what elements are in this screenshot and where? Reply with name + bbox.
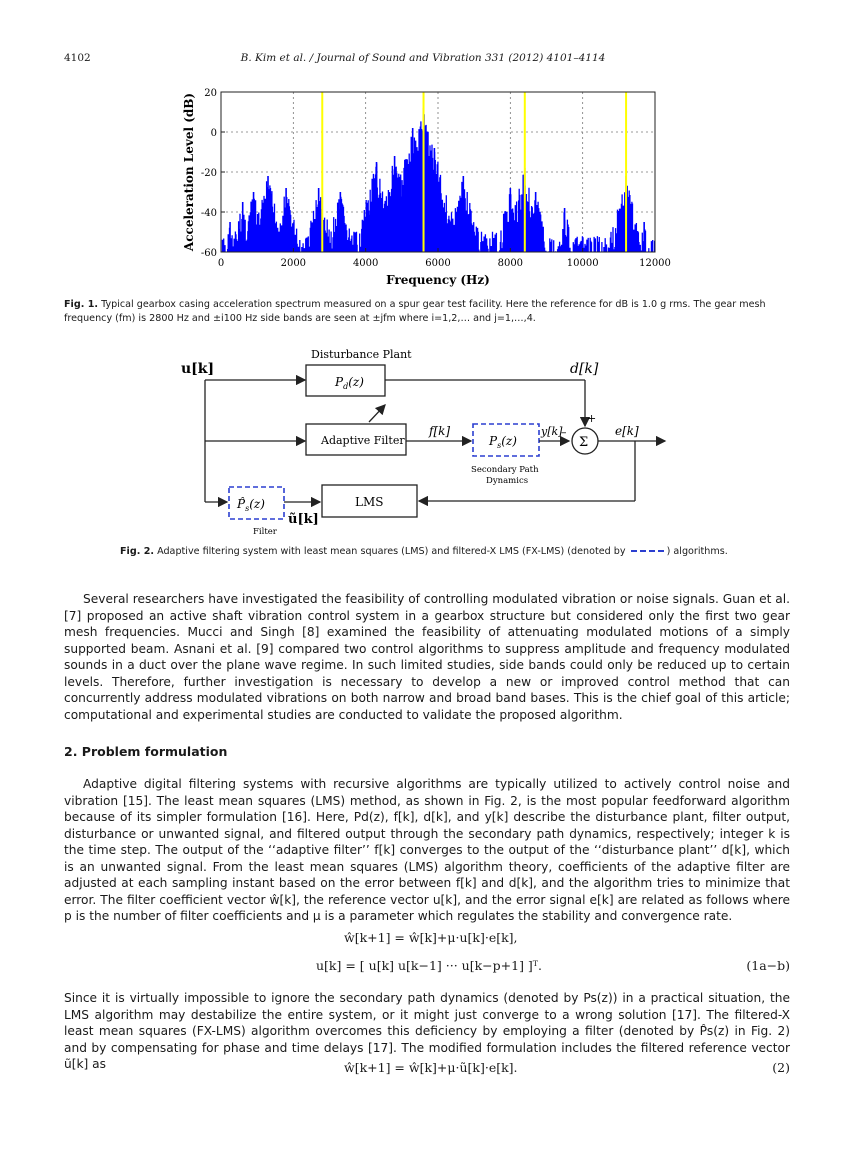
paragraph-3: Since it is virtually impossible to ignore the secondary path dynamics (denoted by Ps(z)) in a practical situation, the LMS algorithm may destabilize the entire system, or it might just converge to a wrong solution [17]. The filtered-X least mean squares (FX-LMS) algorithm overcomes this deficiency by employing a filter (denoted by P̂s(z) in Fig. 2) and by compensating for phase and time delays [17]. The modified formulation includes the filtered reference vector ũ[k] as — [64, 991, 790, 1071]
y-tick-label: 20 — [204, 88, 217, 99]
y-tick-label: 0 — [210, 128, 217, 139]
y-tick-label: -60 — [200, 248, 217, 259]
figure-1-caption — [64, 298, 790, 326]
x-axis-label: Frequency (Hz) — [386, 273, 490, 287]
x-tick-label: 2000 — [280, 258, 307, 269]
paragraph-1: Several researchers have investigated the feasibility of controlling modulated vibration or noise signals. Guan et al. [7] proposed an active shaft vibration control system in a gearbox structure but considered only the first two gear mesh frequencies. Mucci and Singh [8] examined the feasibility of attenuating modulated motions of a simply supported beam. Asnani et al. [9] compared two control algorithms to suppress amplitude and frequency modulated sounds in a duct over the plane wave regime. In such limited studies, side bands could only be reduced up to certain levels. Therefore, further investigation is necessary to develop a new or improved control method that can concurrently address modulated vibrations on both narrow and broad band bases. This is the chief goal of this article; computational and experimental studies are conducted to validate the proposed algorithm. — [64, 592, 790, 722]
secondary-path-title-2: Dynamics — [486, 476, 529, 486]
sum-symbol: Σ — [579, 435, 589, 450]
equation-2: ŵ[k+1] = ŵ[k]+μ·ũ[k]·e[k]. — [344, 1060, 518, 1075]
lms-label: LMS — [355, 495, 384, 509]
section-heading: 2. Problem formulation — [64, 744, 228, 759]
x-tick-label: 4000 — [352, 258, 379, 269]
figure-2-block-diagram — [175, 342, 675, 542]
adaptive-filter-label: Adaptive Filter — [321, 434, 405, 447]
figure-2-caption-label: Fig. 2. — [120, 546, 155, 557]
figure-1-caption-text: Typical gearbox casing acceleration spectrum measured on a spur gear test facility. Here the reference for dB is 1.0 g rms. The gear mesh frequency (fm) is 2800 Hz and ±i100 Hz side bands are seen at ±jfm where i=1,2,… and j=1,…,4. — [64, 299, 766, 324]
figure-2-caption-end: ) algorithms. — [666, 546, 728, 557]
secondary-output-label: y[k] — [541, 425, 563, 438]
x-tick-label: 10000 — [566, 258, 599, 269]
page-number: 4102 — [64, 52, 91, 64]
figure-1-caption-label: Fig. 1. — [64, 299, 99, 310]
minus-sign: – — [561, 426, 567, 439]
equation-1-number: (1a−b) — [746, 958, 790, 973]
filter-symbol: $P̂_s(z)$ — [237, 497, 265, 513]
input-signal-label: u[k] — [181, 361, 215, 377]
filter-title: Filter — [253, 527, 277, 537]
equation-2-number: (2) — [772, 1060, 790, 1075]
filtered-reference-label: ũ[k] — [288, 512, 319, 527]
secondary-path-title-1: Secondary Path — [471, 465, 539, 475]
y-tick-label: -40 — [200, 208, 217, 219]
x-tick-label: 12000 — [639, 258, 671, 269]
figure-2-caption — [120, 545, 800, 559]
filter-output-label: f[k] — [429, 424, 451, 438]
y-axis-label: Acceleration Level (dB) — [182, 92, 196, 252]
disturbance-plant-block — [306, 365, 385, 396]
x-tick-label: 6000 — [425, 258, 451, 269]
running-head: B. Kim et al. / Journal of Sound and Vibration 331 (2012) 4101–4114 — [240, 52, 606, 64]
equation-1a: ŵ[k+1] = ŵ[k]+μ·u[k]·e[k], — [344, 930, 518, 945]
plus-sign: + — [587, 412, 597, 425]
error-signal-label: e[k] — [615, 424, 639, 438]
equation-1b: u[k] = [ u[k] u[k−1] ··· u[k−p+1] ]ᵀ. — [316, 958, 543, 973]
figure-2-caption-text: Adaptive filtering system with least mean squares (LMS) and filtered-X LMS (FX-LMS) (denoted by — [157, 546, 626, 557]
figure-1-spectrum-chart — [175, 84, 675, 290]
disturbance-plant-title: Disturbance Plant — [311, 348, 412, 361]
x-tick-label: 0 — [217, 258, 225, 269]
secondary-path-symbol: $P_s(z)$ — [489, 434, 517, 450]
x-tick-label: 8000 — [497, 258, 524, 269]
paragraph-2: Adaptive digital filtering systems with recursive algorithms are typically utilized to actively control noise and vibration [15]. The least mean squares (LMS) method, as shown in Fig. 2, is the most popular feedforward algorithm because of its simpler formulation [16]. Here, Pd(z), f[k], d[k], and y[k] describe the disturbance plant, filter output, disturbance or unwanted signal, and filtered output through the secondary path dynamics, respectively; integer k is the time step. The output of the ‘‘adaptive filter’’ f[k] converges to the output of the ‘‘disturbance plant’’ d[k], which is an unwanted signal. From the least mean squares (LMS) algorithm theory, coefficients of the adaptive filter are adjusted at each sampling instant based on the error between f[k] and d[k], and the algorithm tries to minimize that error. The filter coefficient vector ŵ[k], the reference vector u[k], and the error signal e[k] are related as follows where p is the number of filter coefficients and μ is a parameter which regulates the stability and convergence rate. — [64, 777, 790, 923]
disturbance-plant-symbol: $P_d(z)$ — [335, 375, 364, 391]
dashed-line-legend-icon — [629, 547, 667, 555]
disturbance-signal-label: d[k] — [570, 361, 599, 377]
y-tick-label: -20 — [200, 168, 217, 179]
